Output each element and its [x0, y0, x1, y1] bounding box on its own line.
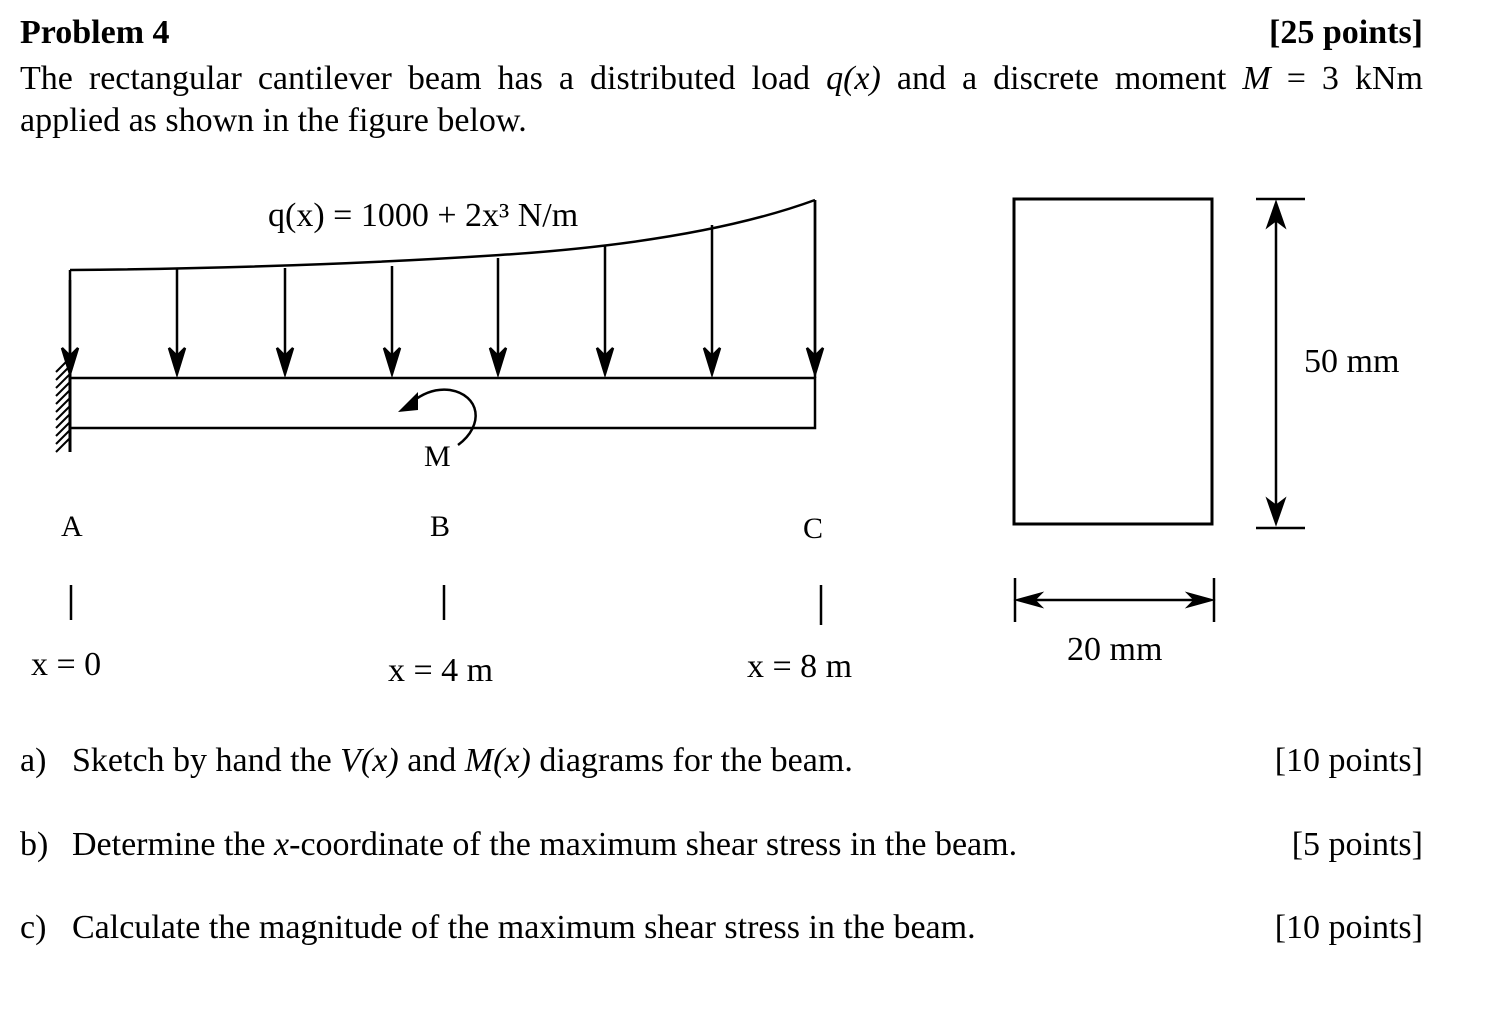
question-text: diagrams for the beam.: [530, 742, 853, 779]
moment-value: = 3 kNm: [1270, 60, 1423, 97]
position-c: x = 8 m: [747, 648, 853, 685]
question-b: [20, 826, 1017, 864]
moment-label: M: [424, 440, 451, 473]
load-arrow: [704, 225, 720, 374]
moment-symbol: M: [464, 742, 494, 779]
load-label: q(x) = 1000 + 2x³ N/m: [268, 197, 579, 234]
problem-statement: [20, 58, 1423, 142]
shear-argument: (x): [360, 742, 399, 779]
question-c-points: [10 points]: [1274, 909, 1423, 946]
cross-section: [1014, 199, 1212, 524]
point-c-label: C: [803, 512, 824, 545]
point-b-label: B: [430, 510, 451, 543]
beam-figure: [0, 150, 1489, 710]
statement-line-2: applied as shown in the figure below.: [20, 102, 527, 139]
point-a-label: A: [61, 510, 83, 543]
width-label: 20 mm: [1067, 631, 1163, 668]
load-arrow: [597, 245, 613, 374]
width-dimension: [1015, 578, 1214, 622]
question-text: Sketch by hand the: [72, 742, 341, 779]
question-label: c): [20, 909, 47, 946]
question-text: and: [398, 742, 465, 779]
question-b-points: [5 points]: [1291, 826, 1423, 863]
position-b: x = 4 m: [388, 652, 494, 689]
question-a: [20, 742, 853, 780]
load-arrow: [490, 258, 506, 374]
height-dimension: [1256, 199, 1305, 528]
question-text: Determine the: [72, 826, 275, 863]
height-label: 50 mm: [1304, 343, 1400, 380]
question-text: -coordinate of the maximum shear stress in the beam.: [289, 826, 1018, 863]
question-c: [20, 909, 976, 947]
x-symbol: x: [274, 826, 290, 863]
question-text: Calculate the magnitude of the maximum shear stress in the beam.: [72, 909, 976, 946]
question-label: a): [20, 742, 47, 779]
question-a-points: [10 points]: [1274, 742, 1423, 779]
position-a: x = 0: [31, 646, 102, 683]
load-arrow: [807, 200, 823, 374]
load-arrow: [277, 268, 293, 374]
load-argument: (x): [843, 60, 881, 97]
statement-text: and a discrete moment: [880, 60, 1243, 97]
moment-symbol: M: [1242, 60, 1271, 97]
problem-title: Problem 4: [20, 14, 170, 51]
statement-line-1: [20, 58, 1423, 100]
point-ticks: [71, 585, 821, 625]
load-arrow: [169, 268, 185, 374]
total-points: [25 points]: [1269, 14, 1423, 51]
statement-text: The rectangular cantilever beam has a distributed load: [20, 60, 827, 97]
question-label: b): [20, 826, 49, 863]
shear-symbol: V: [340, 742, 361, 779]
load-symbol: q: [826, 60, 844, 97]
beam: [70, 378, 815, 428]
moment-argument: (x): [493, 742, 531, 779]
load-arrow: [384, 266, 400, 374]
